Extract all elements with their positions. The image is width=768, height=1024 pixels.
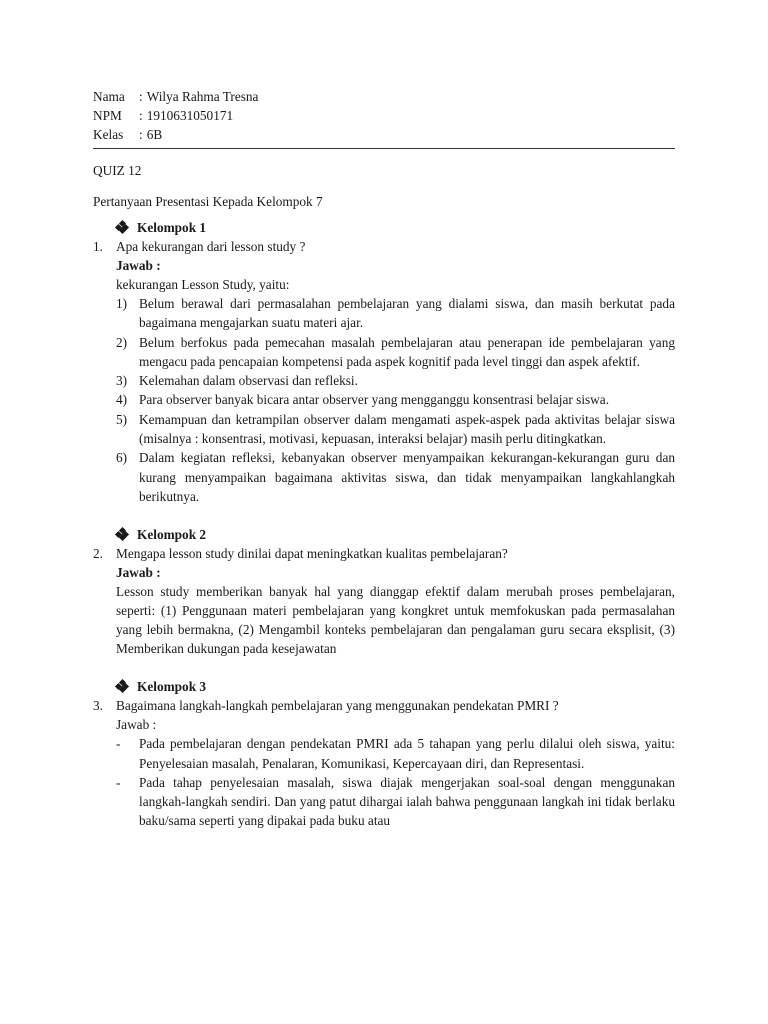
list-item (116, 294, 675, 333)
header-value: Wilya Rahma Tresna (146, 89, 259, 104)
list-item-text: Para observer banyak bicara antar observer yang mengganggu konsentrasi belajar siswa. (139, 392, 610, 408)
question-1 (93, 237, 675, 256)
list-item-number: 2) (116, 334, 128, 350)
question-number: 2. (93, 546, 103, 562)
answer-label: Jawab : (116, 258, 161, 273)
group-title: Kelompok 2 (137, 527, 207, 543)
answer-1 (116, 256, 675, 506)
answer-lead: kekurangan Lesson Study, yaitu: (116, 277, 290, 292)
header-colon: : (139, 108, 143, 123)
question-number: 1. (93, 239, 103, 254)
list-item-text: Belum berfokus pada pemecahan masalah pembelajaran atau penerapan ide pembelajaran yang mengacu pada pencapaian kompetensi pada aspek kognitif pada level tinggi dan aspek afektif. (139, 334, 675, 369)
header-label: Kelas (93, 127, 124, 142)
list-item (116, 390, 675, 409)
spacer (93, 658, 675, 677)
list-item-number: 3) (116, 373, 128, 389)
list-item-number: 4) (116, 392, 128, 408)
list-item-number: 5) (116, 411, 128, 427)
header-label: NPM (93, 108, 122, 123)
student-header (93, 87, 675, 144)
spacer (93, 506, 675, 525)
header-divider (93, 148, 675, 149)
list-item (116, 410, 675, 449)
question-text: Apa kekurangan dari lesson study ? (116, 239, 306, 254)
list-item (116, 333, 675, 372)
group-heading-3 (116, 677, 675, 696)
list-item-text: Kemampuan dan ketrampilan observer dalam mengamati aspek-aspek pada aktivitas belajar siswa (misalnya : konsentrasi, motivasi, kepuasan, interaksi belajar) masih perlu ditingkatkan. (139, 411, 675, 447)
intro-text: Pertanyaan Presentasi Kepada Kelompok 7 (93, 194, 323, 209)
diamond-bullet-icon (116, 221, 128, 233)
question-2 (93, 544, 675, 563)
list-item-number: 6) (116, 450, 128, 466)
header-value: 6B (146, 127, 163, 142)
list-item-text: Pada pembelajaran dengan pendekatan PMRI ada 5 tahapan yang perlu dilalui oleh siswa, yaitu: Penyelesaian masalah, Penalaran, Komunikasi, Kepercayaan diri, dan Representasi. (139, 736, 675, 771)
header-row-npm (93, 106, 675, 125)
group-title: Kelompok 3 (137, 679, 207, 695)
group-heading-2 (116, 525, 675, 544)
answer-label: Jawab : (116, 717, 157, 733)
answer-2 (116, 563, 675, 658)
list-item-bullet: - (116, 774, 121, 790)
question-text: Mengapa lesson study dinilai dapat meningkatkan kualitas pembelajaran? (116, 546, 508, 562)
header-colon: : (139, 89, 143, 104)
quiz-title: QUIZ 12 (93, 163, 142, 178)
header-row-kelas (93, 125, 675, 144)
answer-paragraph: Lesson study memberikan banyak hal yang dianggap efektif dalam merubah proses pembelajaran, seperti: (1) Penggunaan materi pembelajaran yang kongkret untuk memfokuskan pada permasalahan yang lebih bermakna, (2) Mengambil konteks pembelajaran dan pengalaman guru secara eksplisit, (3) Memberikan dukungan pada kesejawatan (116, 584, 675, 657)
document-page (93, 87, 675, 831)
answer-3 (116, 715, 675, 830)
group-heading-1 (116, 218, 675, 237)
header-colon: : (139, 127, 143, 142)
list-item-text: Pada tahap penyelesaian masalah, siswa diajak mengerjakan soal-soal dengan menggunakan langkah-langkah sendiri. Dan yang patut dihargai ialah bahwa penggunaan langkah ini tidak berlaku baku/sama seperti yang dipakai pada buku atau (139, 774, 675, 829)
list-item (116, 371, 675, 390)
header-value: 1910631050171 (146, 108, 234, 123)
list-item-bullet: - (116, 736, 121, 752)
list-item (116, 773, 675, 831)
question-number: 3. (93, 698, 103, 714)
list-item-number: 1) (116, 296, 128, 311)
list-item (116, 448, 675, 506)
diamond-bullet-icon (116, 680, 128, 692)
question-3 (93, 696, 675, 715)
question-text: Bagaimana langkah-langkah pembelajaran yang menggunakan pendekatan PMRI ? (116, 698, 559, 714)
answer-label: Jawab : (116, 565, 161, 581)
list-item-text: Dalam kegiatan refleksi, kebanyakan observer menyampaikan kekurangan-kekurangan guru dan kurang menyampaikan bagaimana aktivitas siswa, dan tidak menyampaikan langkahlangkah berikutnya. (139, 450, 675, 504)
list-item (116, 734, 675, 773)
group-title: Kelompok 1 (137, 220, 207, 235)
list-item-text: Kelemahan dalam observasi dan refleksi. (139, 373, 358, 389)
diamond-bullet-icon (116, 528, 128, 540)
header-label: Nama (93, 89, 125, 104)
header-row-nama (93, 87, 675, 106)
list-item-text: Belum berawal dari permasalahan pembelajaran yang dialami siswa, dan masih berkutat pada bagaimana mengajarkan suatu materi ajar. (139, 296, 675, 331)
